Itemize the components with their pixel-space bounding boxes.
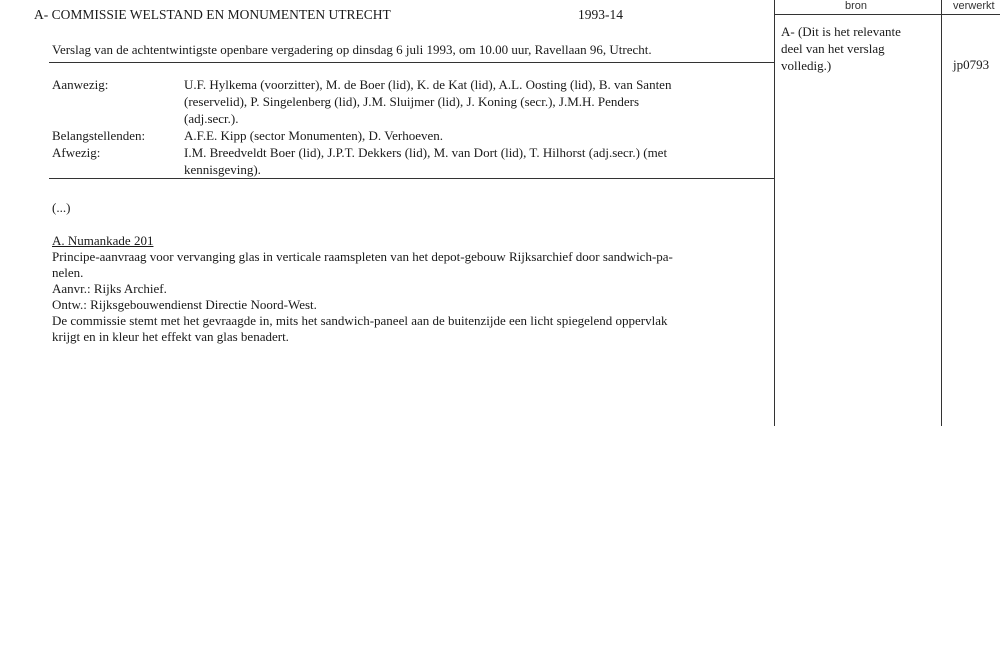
verwerkt-code: jp0793 — [953, 57, 990, 72]
item-body-line-4: Ontw.: Rijksgebouwendienst Directie Noord-West. — [52, 297, 317, 312]
report-intro: Verslag van de achtentwintigste openbare vergadering op dinsdag 6 juli 1993, om 10.00 uur, Ravellaan 96, Utrecht. — [52, 42, 652, 57]
absent-line-1: I.M. Breedveldt Boer (lid), J.P.T. Dekkers (lid), M. van Dort (lid), T. Hilhorst (adj.secr.) (met — [184, 145, 668, 160]
absent-line-2: kennisgeving). — [184, 162, 261, 177]
intro-divider — [49, 62, 774, 63]
item-body-line-1: Principe-aanvraag voor vervanging glas in verticale raamspleten van het depot-gebouw Rijksarchief door sandwich-pa- — [52, 249, 673, 264]
stakeholders-line-1: A.F.E. Kipp (sector Monumenten), D. Verhoeven. — [184, 128, 444, 143]
ellipsis: (...) — [52, 200, 71, 215]
left-column-divider — [774, 0, 775, 426]
document-title: A- COMMISSIE WELSTAND EN MONUMENTEN UTRECHT — [34, 7, 391, 22]
verwerkt-column-header: verwerkt — [953, 0, 995, 12]
bron-note-line-3: volledig.) — [781, 58, 832, 73]
bron-note-line-2: deel van het verslag — [781, 41, 885, 56]
right-column-divider — [941, 0, 942, 426]
item-heading: A. Numankade 201 — [52, 233, 154, 248]
item-body-line-3: Aanvr.: Rijks Archief. — [52, 281, 167, 296]
item-body-line-6: krijgt en in kleur het effekt van glas benadert. — [52, 329, 289, 344]
item-body-line-2: nelen. — [52, 265, 84, 280]
present-line-2: (reservelid), P. Singelenberg (lid), J.M. Sluijmer (lid), J. Koning (secr.), J.M.H. Penders — [184, 94, 640, 109]
present-line-1: U.F. Hylkema (voorzitter), M. de Boer (lid), K. de Kat (lid), A.L. Oosting (lid), B. van Santen — [184, 77, 672, 92]
stakeholders-label: Belangstellenden: — [52, 128, 146, 143]
present-line-3: (adj.secr.). — [184, 111, 239, 126]
present-label: Aanwezig: — [52, 77, 109, 92]
attendance-divider — [49, 178, 774, 179]
bron-note-line-1: A- (Dit is het relevante — [781, 24, 901, 39]
bron-column-header: bron — [845, 0, 868, 12]
document-year: 1993-14 — [578, 7, 623, 22]
item-body-line-5: De commissie stemt met het gevraagde in, mits het sandwich-paneel aan de buitenzijde een licht spiegelend oppervlak — [52, 313, 668, 328]
absent-label: Afwezig: — [52, 145, 101, 160]
